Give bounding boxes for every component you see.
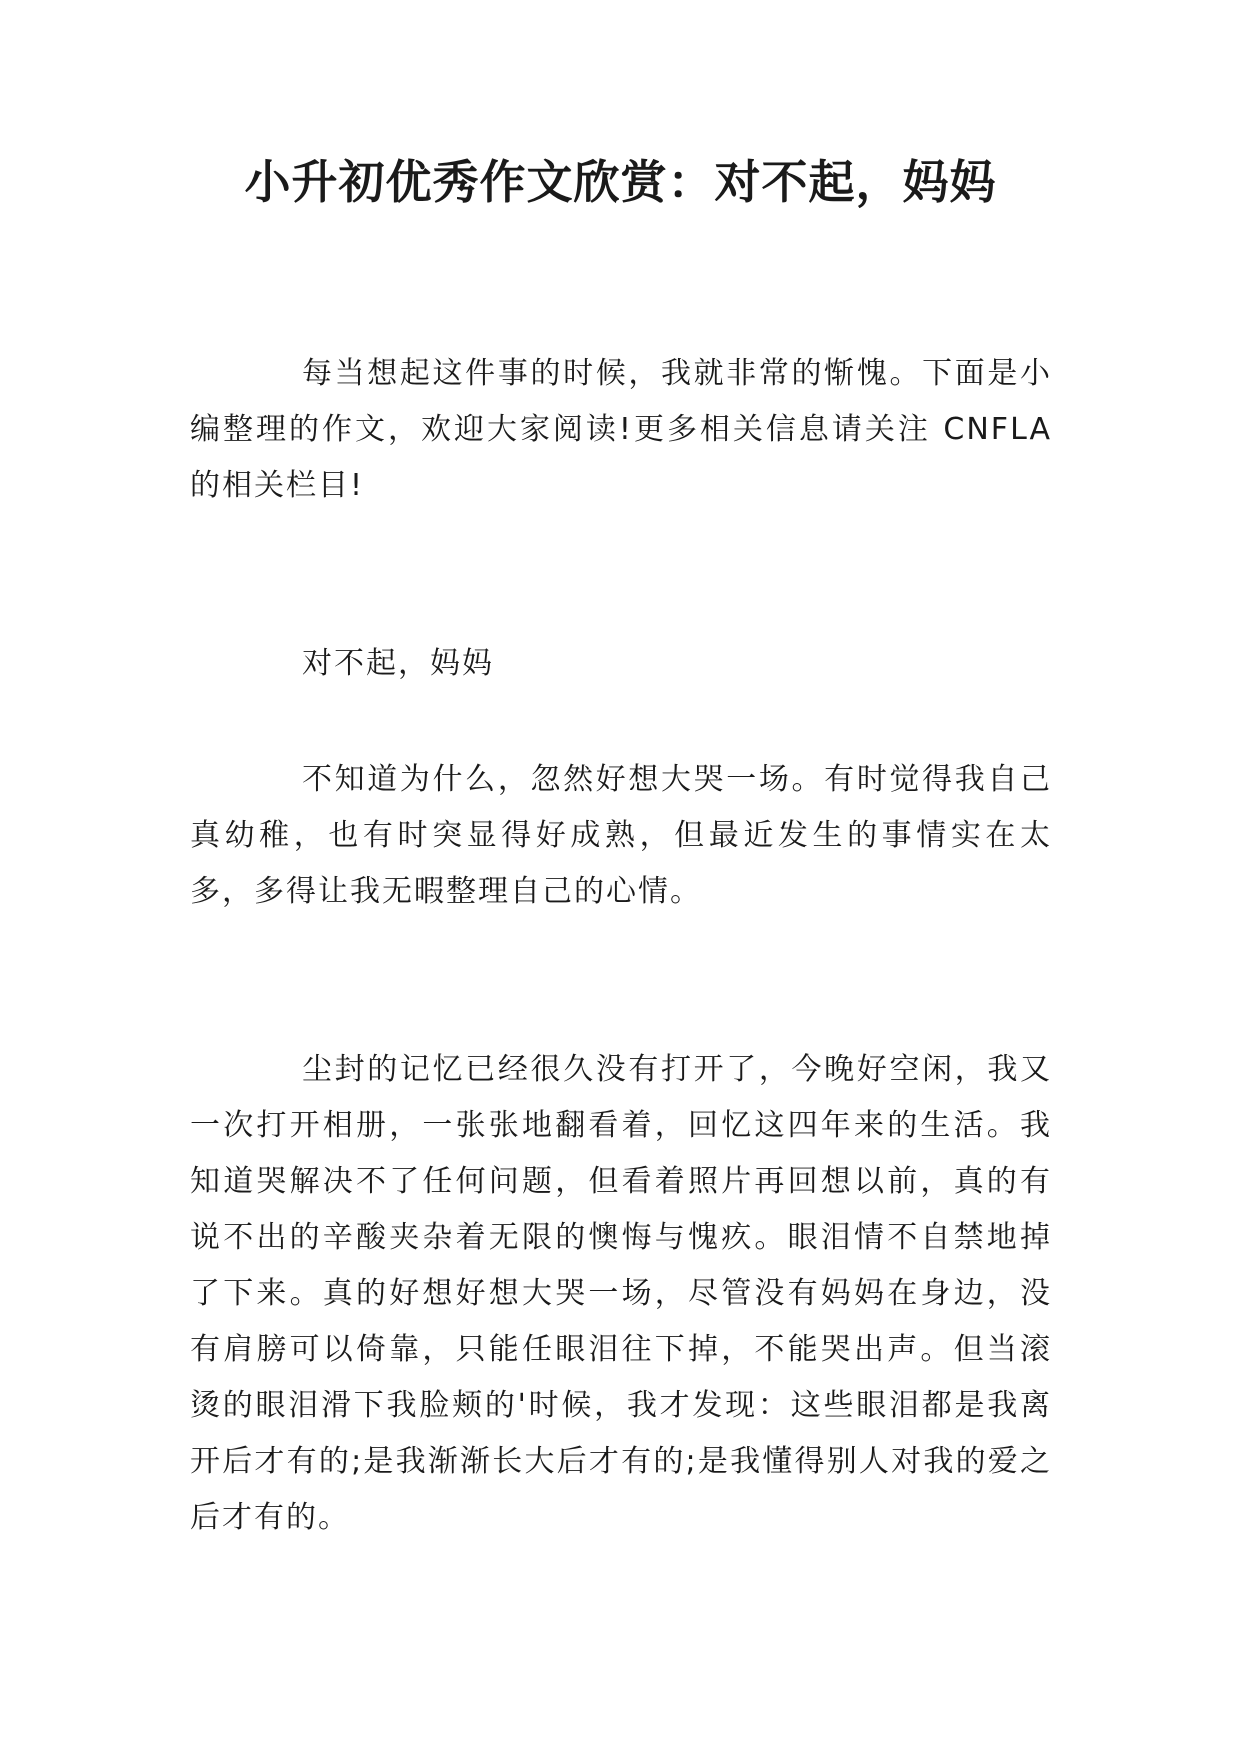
body-paragraph: 尘封的记忆已经很久没有打开了，今晚好空闲，我又一次打开相册，一张张地翻看着，回忆这四年来的生活。我知道哭解决不了任何问题，但看着照片再回想以前，真的有说不出的辛酸夹杂着无限的懊悔与愧疚。眼泪情不自禁地掉了下来。真的好想好想大哭一场，尽管没有妈妈在身边，没有肩膀可以倚靠，只能任眼泪往下掉，不能哭出声。但当滚烫的眼泪滑下我脸颊的'时候，我才发现：这些眼泪都是我离开后才有的;是我渐渐长大后才有的;是我懂得别人对我的爱之后才有的。: [190, 1052, 1052, 1535]
page-title: 小升初优秀作文欣赏：对不起，妈妈: [244, 155, 997, 209]
essay-heading-paragraph: 对不起，妈妈: [302, 646, 494, 681]
body-paragraph: 不知道为什么，忽然好想大哭一场。有时觉得我自己真幼稚，也有时突显得好成熟，但最近发生的事情实在太多，多得让我无暇整理自己的心情。: [190, 762, 1052, 909]
intro-paragraph: 每当想起这件事的时候，我就非常的惭愧。下面是小编整理的作文，欢迎大家阅读!更多相关信息请关注 CNFLA 的相关栏目!: [190, 356, 1052, 503]
